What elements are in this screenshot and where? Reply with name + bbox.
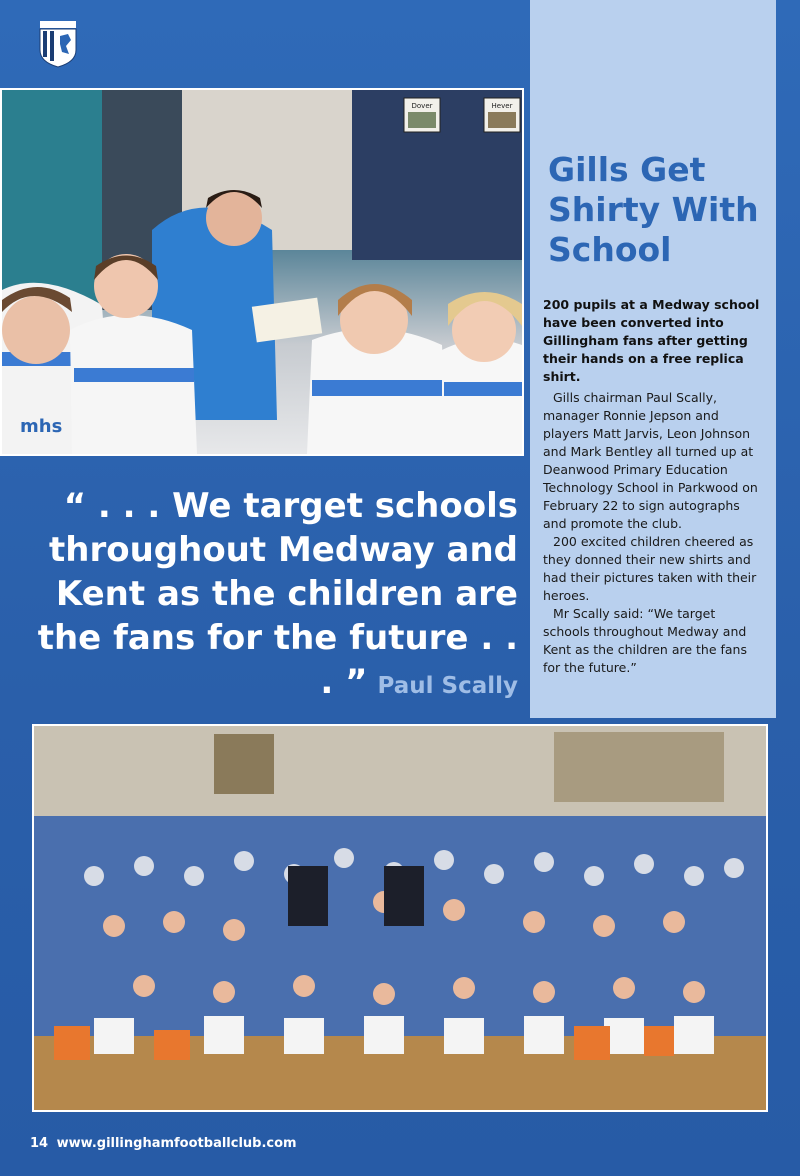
pull-quote-attribution: Paul Scally (377, 673, 518, 699)
club-crest-icon (38, 20, 78, 68)
pull-quote-text: “ . . . We target schools throughout Medway and Kent as the children are the fans for the future . . . ” (37, 486, 518, 702)
page-number: 14 (30, 1136, 49, 1151)
club-website-url: www.gillinghamfootballclub.com (56, 1136, 297, 1151)
article-body (543, 389, 765, 677)
article-paragraph: Mr Scally said: “We target schools throughout Medway and Kent as the children are the fans for the future.” (543, 606, 747, 675)
article-paragraph: Gills chairman Paul Scally, manager Ronnie Jepson and players Matt Jarvis, Leon Johnson and Mark Bentley all turned up at Deanwood Primary Education Technology School in Parkwood on February 22 to sign autographs and promote the club. (543, 390, 758, 531)
article-headline: Gills Get Shirty With School (548, 150, 759, 269)
sign-dover: Dover (411, 102, 433, 110)
group-photo (32, 724, 768, 1112)
pull-quote (30, 484, 518, 708)
article-paragraph: 200 excited children cheered as they donned their new shirts and had their pictures taken with their heroes. (543, 534, 757, 603)
sign-hever: Hever (491, 102, 513, 110)
shirt-sponsor-text: mhs (20, 416, 63, 437)
page-footer (30, 1136, 297, 1151)
article-lede: 200 pupils at a Medway school have been converted into Gillingham fans after getting their hands on a free replica shirt. (543, 297, 760, 384)
school-visit-photo (0, 88, 524, 456)
